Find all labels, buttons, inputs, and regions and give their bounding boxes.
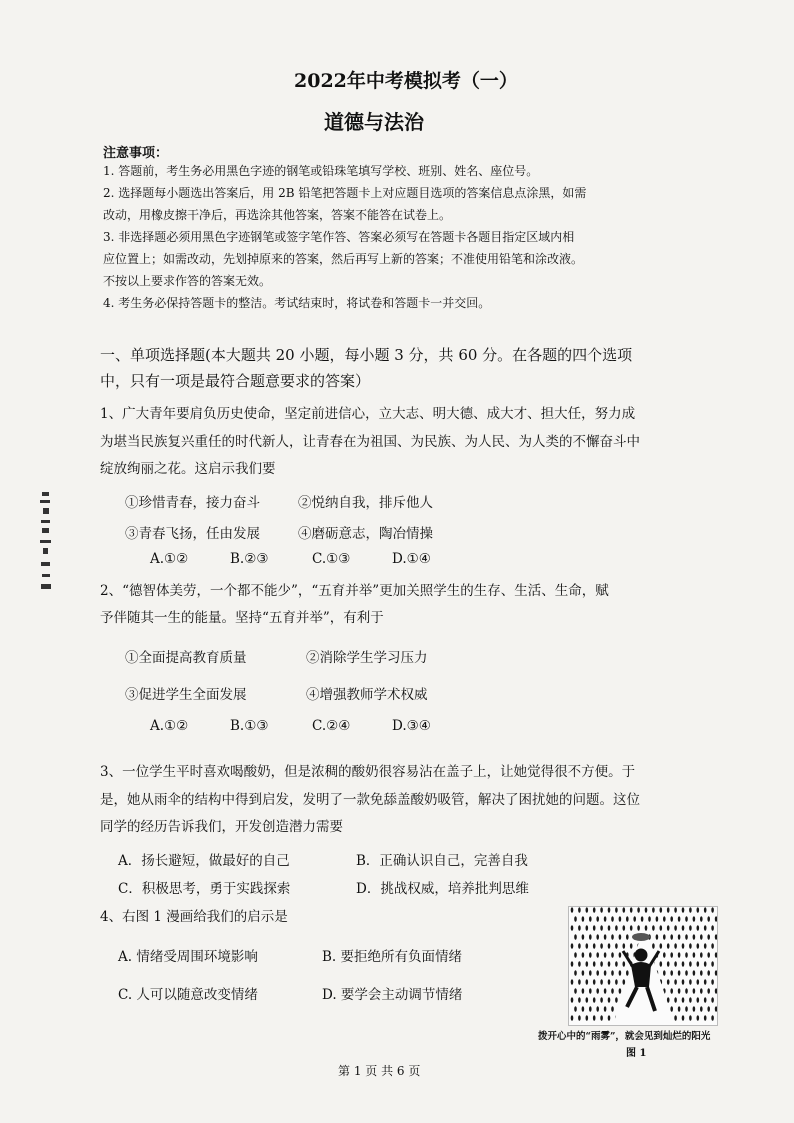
- note-line: 3. 非选择题必须用黑色字迹钢笔或签字笔作答、答案必须写在答题卡各题目指定区域内相: [103, 230, 575, 244]
- statement: ②消除学生学习压力: [306, 650, 428, 666]
- statement: ③促进学生全面发展: [125, 687, 247, 703]
- answer-choice[interactable]: D. 要学会主动调节情绪: [322, 987, 463, 1003]
- answer-choice[interactable]: A.①②: [150, 551, 189, 567]
- page-number: 第 1 页 共 6 页: [338, 1064, 421, 1078]
- answer-choice[interactable]: C.②④: [312, 718, 351, 734]
- rain-umbrella-icon: [569, 907, 717, 1025]
- statement: ①全面提高教育质量: [125, 650, 247, 666]
- question-stem: 是，她从雨伞的结构中得到启发，发明了一款免舔盖酸奶吸管，解决了困扰她的问题。这位: [100, 792, 640, 808]
- statement: ①珍惜青春，接力奋斗: [125, 495, 260, 511]
- margin-mark-icon: [36, 490, 56, 600]
- answer-choice[interactable]: D.③④: [392, 718, 431, 734]
- notes-heading: 注意事项：: [103, 146, 169, 161]
- question-stem: 为堪当民族复兴重任的时代新人，让青春在为祖国、为民族、为人民、为人类的不懈奋斗中: [100, 434, 640, 450]
- question-stem: 1、广大青年要肩负历史使命，坚定前进信心，立大志、明大德、成大才、担大任，努力成: [100, 406, 636, 422]
- note-line: 2. 选择题每小题选出答案后，用 2B 铅笔把答题卡上对应题目选项的答案信息点涂黑，如需: [103, 186, 587, 200]
- figure-label: 图 1: [626, 1048, 647, 1059]
- answer-choice[interactable]: C.①③: [312, 551, 351, 567]
- question-stem: 4、右图 1 漫画给我们的启示是: [100, 909, 288, 925]
- answer-choice[interactable]: A. 情绪受周围环境影响: [118, 949, 258, 965]
- figure-caption: 拨开心中的“雨雾”，就会见到灿烂的阳光: [538, 1031, 711, 1042]
- section-heading: 中，只有一项是最符合题意要求的答案）: [100, 372, 371, 390]
- note-line: 应位置上；如需改动，先划掉原来的答案，然后再写上新的答案；不准使用铅笔和涂改液。: [103, 252, 584, 266]
- statement: ③青春飞扬，任由发展: [125, 526, 260, 542]
- subject-title: 道德与法治: [324, 110, 424, 134]
- note-line: 改动，用橡皮擦干净后，再选涂其他答案，答案不能答在试卷上。: [103, 208, 452, 222]
- note-line: 不按以上要求作答的答案无效。: [103, 274, 272, 288]
- note-line: 1. 答题前，考生务必用黑色字迹的钢笔或铅珠笔填写学校、班别、姓名、座位号。: [103, 164, 539, 178]
- note-line: 4. 考生务必保持答题卡的整洁。考试结束时，将试卷和答题卡一并交回。: [103, 296, 491, 310]
- answer-choice[interactable]: B. 要拒绝所有负面情绪: [322, 949, 463, 965]
- answer-choice[interactable]: C．积极思考，勇于实践探索: [118, 881, 291, 897]
- answer-choice[interactable]: D.①④: [392, 551, 431, 567]
- answer-choice[interactable]: A．扬长避短，做最好的自己: [118, 853, 290, 869]
- question-stem: 绽放绚丽之花。这启示我们要: [100, 461, 276, 477]
- cartoon-figure: [568, 906, 718, 1026]
- question-stem: 同学的经历告诉我们，开发创造潜力需要: [100, 819, 343, 835]
- question-stem: 予伴随其一生的能量。坚持“五育并举”，有利于: [100, 610, 384, 626]
- answer-choice[interactable]: A.①②: [150, 718, 189, 734]
- exam-title: 2022年中考模拟考（一）: [294, 70, 518, 92]
- answer-choice[interactable]: D．挑战权威，培养批判思维: [356, 881, 529, 897]
- answer-choice[interactable]: C. 人可以随意改变情绪: [118, 987, 258, 1003]
- statement: ②悦纳自我，排斥他人: [298, 495, 433, 511]
- statement: ④磨砺意志，陶冶情操: [298, 526, 433, 542]
- answer-choice[interactable]: B.①③: [230, 718, 269, 734]
- statement: ④增强教师学术权威: [306, 687, 428, 703]
- question-stem: 3、一位学生平时喜欢喝酸奶，但是浓稠的酸奶很容易沾在盖子上，让她觉得很不方便。于: [100, 764, 636, 780]
- question-stem: 2、“德智体美劳，一个都不能少”，“五育并举”更加关照学生的生存、生活、生命，赋: [100, 583, 609, 599]
- section-heading: 一、单项选择题(本大题共 20 小题，每小题 3 分，共 60 分。在各题的四个选项: [100, 346, 633, 364]
- answer-choice[interactable]: B．正确认识自己，完善自我: [356, 853, 528, 869]
- answer-choice[interactable]: B.②③: [230, 551, 269, 567]
